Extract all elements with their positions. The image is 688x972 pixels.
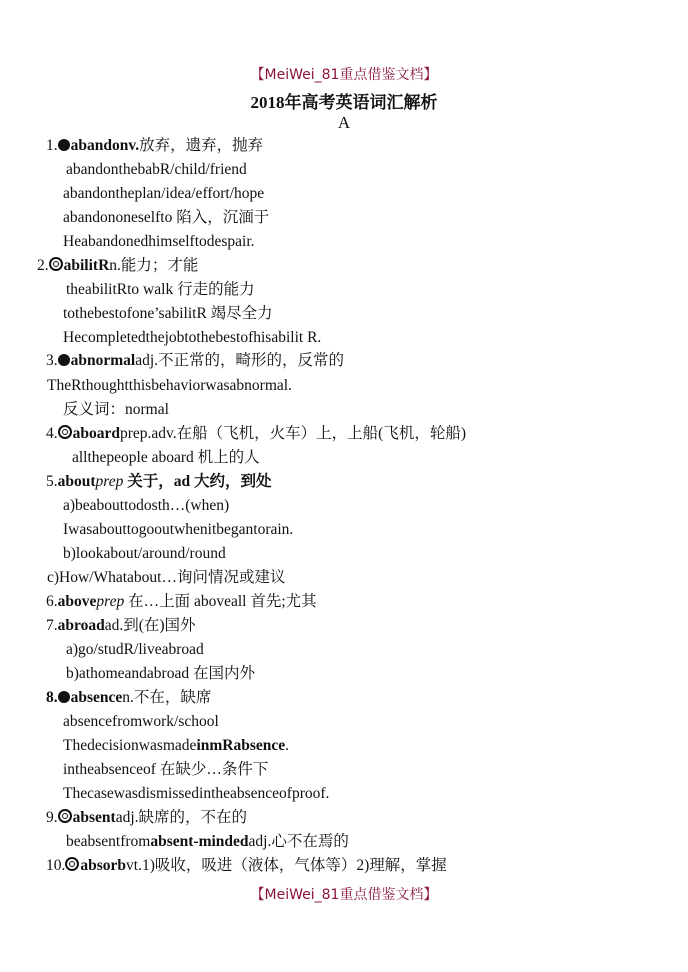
entry-definition: n.能力；才能 — [109, 257, 199, 274]
example-line: Heabandonedhimselftodespair. — [63, 233, 255, 250]
entry-definition: n.不在，缺席 — [122, 689, 212, 706]
example-line: intheabsenceof 在缺少…条件下 — [63, 761, 269, 778]
entry-number: 8. — [46, 689, 58, 706]
entry-number: 6. — [46, 593, 58, 610]
entry-number: 5. — [46, 473, 58, 490]
entry-number: 10. — [46, 857, 66, 874]
entry-absence — [46, 688, 211, 708]
entry-word: abilitR — [63, 257, 110, 274]
example-line — [66, 832, 349, 852]
key-word-dot-icon — [58, 691, 70, 703]
example-text: Iwasabouttogooutwhen — [63, 521, 208, 538]
example-line: Hecompletedthejobtothebestofhisabilit R. — [63, 329, 322, 346]
entry-word: abroad — [57, 617, 105, 634]
example-line: b)lookabout/around/round — [63, 545, 226, 562]
example-line: abandontheplan/idea/effort/hope — [63, 185, 265, 202]
entry-definition: prep.adv.在船（飞机，火车）上，上船(飞机，轮船) — [120, 425, 466, 442]
entry-number: 9. — [46, 809, 58, 826]
example-line: c)How/Whatabout…询问情况或建议 — [47, 569, 286, 586]
example-line: Thecasewasdismissedintheabsenceofproof. — [63, 785, 330, 802]
entry-aboard — [46, 424, 466, 444]
entry-abandon — [46, 136, 263, 156]
example-line — [63, 736, 289, 756]
entry-absent — [46, 808, 247, 828]
document-title: 2018年高考英语词汇解析 — [250, 93, 438, 112]
key-word-ring-icon — [49, 257, 63, 271]
key-word-dot-icon — [58, 139, 70, 151]
entry-absorb — [46, 856, 447, 876]
key-word-dot-icon — [58, 354, 70, 366]
example-line: 反义词：normal — [63, 401, 169, 418]
example-line — [63, 520, 293, 540]
entry-definition: 关于，ad 大约，到处 — [123, 473, 272, 490]
example-line: a)go/studR/liveabroad — [66, 641, 204, 658]
example-line: absencefromwork/school — [63, 713, 219, 730]
entry-definition: 在…上面 aboveall 首先;尤其 — [124, 593, 317, 610]
example-line: b)athomeandabroad 在国内外 — [66, 665, 255, 682]
example-line: abandononeselfto 陷入，沉湎于 — [63, 209, 270, 226]
entry-abnormal — [46, 351, 344, 371]
entry-definition: ad.到(在)国外 — [104, 617, 196, 634]
entry-number: 2. — [37, 257, 49, 274]
example-line: TheRthoughtthisbehaviorwasabnormal. — [47, 377, 292, 394]
entry-word: above — [57, 593, 97, 610]
example-text: beabsentfrom — [66, 833, 151, 850]
section-letter: A — [337, 113, 351, 132]
example-emphasis: absent-minded — [150, 833, 249, 850]
entry-number: 4. — [46, 425, 58, 442]
entry-number: 3. — [46, 352, 58, 369]
entry-definition: 放弃，遗弃，抛弃 — [139, 137, 264, 154]
watermark-top: 【MeiWei_81重点借鉴文档】 — [250, 67, 438, 83]
entry-about — [46, 472, 272, 492]
key-word-ring-icon — [58, 809, 72, 823]
entry-pos: prep — [95, 473, 124, 490]
example-text: adj.心不在焉的 — [248, 833, 349, 850]
key-word-ring-icon — [65, 857, 79, 871]
example-line: a)beabouttodosth…(when) — [63, 497, 230, 514]
example-text: Thedecisionwasmade — [63, 737, 197, 754]
example-emphasis: inmRabsence — [196, 737, 286, 754]
entry-pos: prep — [96, 593, 125, 610]
watermark-bottom: 【MeiWei_81重点借鉴文档】 — [250, 887, 438, 903]
entry-word: abandonv. — [70, 137, 140, 154]
entry-word: about — [57, 473, 96, 490]
entry-word: absent — [72, 809, 116, 826]
entry-above — [46, 592, 317, 612]
example-line: abandonthebabR/child/friend — [66, 161, 247, 178]
example-line: theabilitRto walk 行走的能力 — [66, 281, 255, 298]
entry-definition: vt.1)吸收，吸进（液体，气体等）2)理解，掌握 — [126, 857, 447, 874]
entry-word: absence — [70, 689, 123, 706]
entry-word: abnormal — [70, 352, 136, 369]
entry-number: 7. — [46, 617, 58, 634]
entry-word: absorb — [80, 857, 127, 874]
entry-definition: adj.不正常的，畸形的，反常的 — [135, 352, 345, 369]
example-text: . — [285, 737, 290, 754]
example-line: allthepeople aboard 机上的人 — [72, 449, 260, 466]
example-line: tothebestofone’sabilitR 竭尽全力 — [63, 305, 273, 322]
entry-ability — [37, 256, 198, 276]
entry-definition: adj.缺席的，不在的 — [115, 809, 248, 826]
entry-number: 1. — [46, 137, 58, 154]
entry-word: aboard — [72, 425, 120, 442]
key-word-ring-icon — [58, 425, 72, 439]
entry-abroad — [46, 616, 196, 636]
example-text: itbegantorain. — [207, 521, 294, 538]
